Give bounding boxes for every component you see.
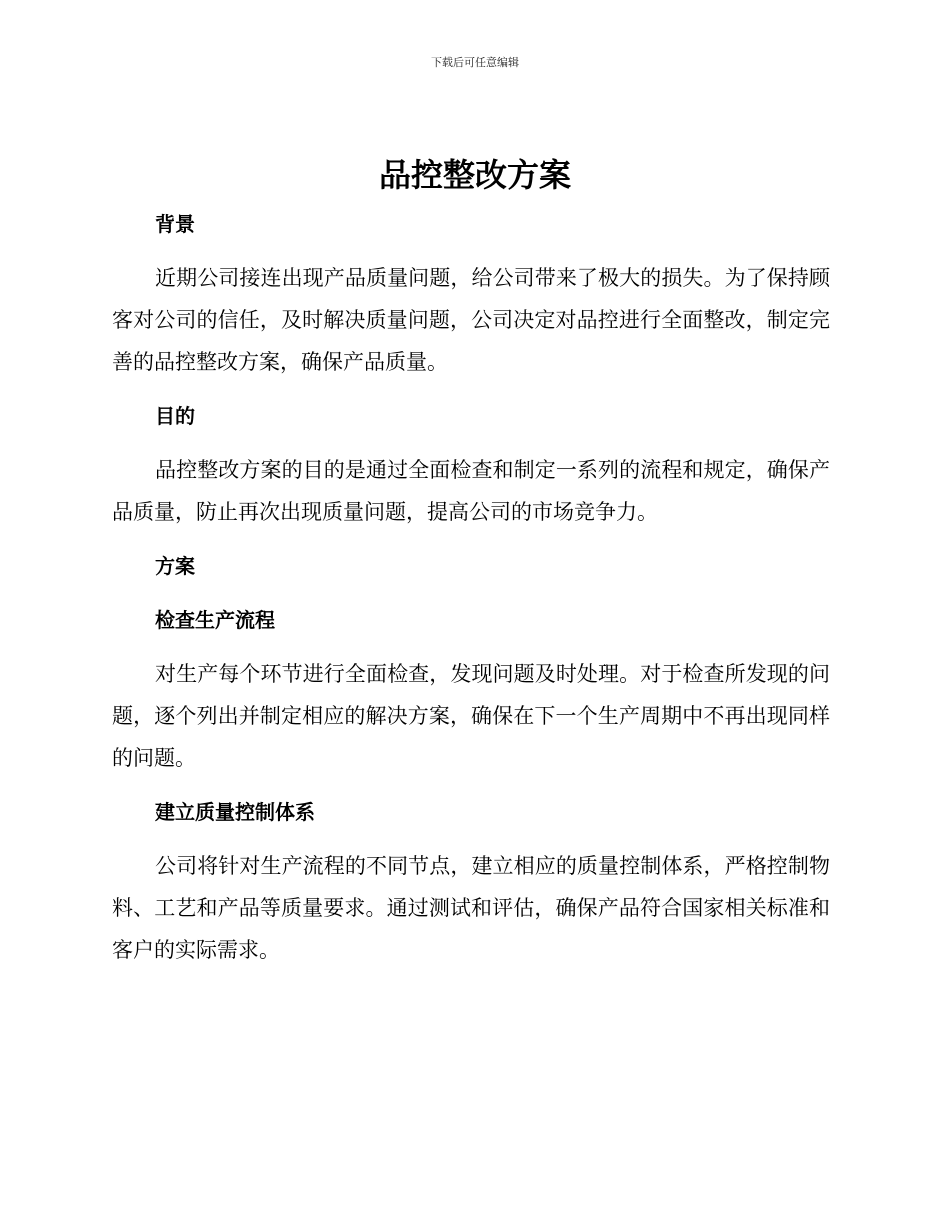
document-body (112, 203, 830, 971)
section-paragraph-quality-system: 公司将针对生产流程的不同节点，建立相应的质量控制体系，严格控制物料、工艺和产品等质量要求。通过测试和评估，确保产品符合国家相关标准和客户的实际需求。 (112, 854, 830, 962)
section-paragraph-inspect-process: 对生产每个环节进行全面检查，发现问题及时处理。对于检查所发现的问题，逐个列出并制定相应的解决方案，确保在下一个生产周期中不再出现同样的问题。 (112, 662, 830, 770)
section-heading-quality-system: 建立质量控制体系 (155, 800, 315, 824)
document-title: 品控整改方案 (378, 156, 571, 194)
section-heading-purpose: 目的 (155, 404, 195, 428)
section-paragraph-background: 近期公司接连出现产品质量问题，给公司带来了极大的损失。为了保持顾客对公司的信任，及时解决质量问题，公司决定对品控进行全面整改，制定完善的品控整改方案，确保产品质量。 (112, 266, 830, 374)
page-header-note: 下载后可任意编辑 (431, 56, 519, 69)
section-paragraph-purpose: 品控整改方案的目的是通过全面检查和制定一系列的流程和规定，确保产品质量，防止再次出现质量问题，提高公司的市场竞争力。 (112, 458, 830, 524)
section-heading-background: 背景 (155, 212, 195, 236)
section-heading-plan: 方案 (155, 554, 195, 578)
section-heading-inspect-process: 检查生产流程 (155, 608, 275, 632)
